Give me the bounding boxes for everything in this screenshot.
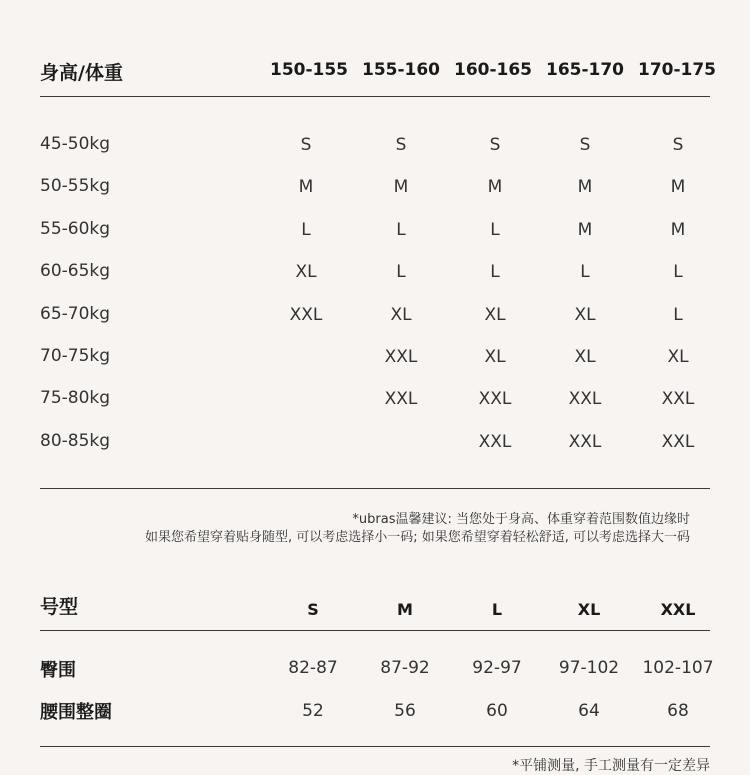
weight-row-label: 75-80kg xyxy=(40,388,111,408)
height-column-header: 170-175 xyxy=(637,60,717,80)
size-cell: L xyxy=(490,220,500,240)
measurement-cell: 52 xyxy=(302,701,324,721)
size-cell: XXL xyxy=(661,389,695,409)
size-cell: XXL xyxy=(478,389,512,409)
measurement-cell: 102-107 xyxy=(642,658,714,678)
weight-row-label: 45-50kg xyxy=(40,134,111,154)
size-cell: XL xyxy=(295,262,317,282)
size-cell: L xyxy=(490,262,500,282)
size-column-header: M xyxy=(397,600,413,619)
size-cell: M xyxy=(670,177,686,197)
measurement-cell: 97-102 xyxy=(558,658,620,678)
measurement-cell: 87-92 xyxy=(380,658,430,678)
size-cell: XXL xyxy=(568,389,602,409)
size-cell: M xyxy=(577,220,593,240)
size-cell: XL xyxy=(667,347,689,367)
size-cell: L xyxy=(301,220,311,240)
height-column-header: 155-160 xyxy=(361,60,441,80)
size-cell: L xyxy=(396,220,406,240)
measurement-cell: 82-87 xyxy=(288,658,338,678)
measurements-bottom-divider xyxy=(40,746,710,747)
table-bottom-divider xyxy=(40,488,710,489)
size-cell: XXL xyxy=(384,347,418,367)
size-cell: L xyxy=(673,305,683,325)
size-cell: XXL xyxy=(478,432,512,452)
height-column-header: 165-170 xyxy=(545,60,625,80)
size-cell: M xyxy=(577,177,593,197)
measurement-cell: 64 xyxy=(578,701,600,721)
weight-row-label: 55-60kg xyxy=(40,219,111,239)
weight-row-label: 50-55kg xyxy=(40,176,111,196)
measurement-cell: 56 xyxy=(394,701,416,721)
size-cell: S xyxy=(300,135,312,155)
size-column-header: XL xyxy=(577,600,601,619)
header-divider xyxy=(40,96,710,97)
size-label-header: 号型 xyxy=(40,596,79,618)
size-cell: L xyxy=(580,262,590,282)
size-cell: M xyxy=(670,220,686,240)
size-column-header: L xyxy=(491,600,503,619)
size-column-header: S xyxy=(307,600,319,619)
size-cell: XXL xyxy=(384,389,418,409)
sizing-advice-detail: 如果您希望穿着贴身随型, 可以考虑选择小一码; 如果您希望穿着轻松舒适, 可以考虑选择大一码 xyxy=(144,530,690,545)
size-cell: S xyxy=(395,135,407,155)
size-cell: M xyxy=(393,177,409,197)
measurement-cell: 68 xyxy=(667,701,689,721)
weight-row-label: 60-65kg xyxy=(40,261,111,281)
hip-label: 臀围 xyxy=(40,660,76,681)
measurement-footnote: *平铺测量, 手工测量有一定差异 xyxy=(512,758,710,774)
size-cell: XL xyxy=(484,305,506,325)
waist-label: 腰围整圈 xyxy=(40,702,112,723)
weight-row-label: 80-85kg xyxy=(40,431,111,451)
size-cell: XXL xyxy=(568,432,602,452)
height-column-header: 160-165 xyxy=(453,60,533,80)
measurements-header-divider xyxy=(40,630,710,631)
weight-row-label: 65-70kg xyxy=(40,304,111,324)
size-cell: S xyxy=(579,135,591,155)
size-cell: L xyxy=(673,262,683,282)
size-cell: M xyxy=(487,177,503,197)
size-cell: S xyxy=(672,135,684,155)
sizing-advice-note: *ubras温馨建议: 当您处于身高、体重穿着范围数值边缘时 xyxy=(352,512,690,527)
height-weight-header: 身高/体重 xyxy=(40,62,123,84)
measurement-cell: 92-97 xyxy=(472,658,522,678)
height-column-header: 150-155 xyxy=(269,60,349,80)
size-cell: L xyxy=(396,262,406,282)
size-cell: XXL xyxy=(289,305,323,325)
size-cell: XL xyxy=(484,347,506,367)
size-cell: XL xyxy=(574,305,596,325)
size-cell: M xyxy=(298,177,314,197)
size-cell: XL xyxy=(574,347,596,367)
size-cell: S xyxy=(489,135,501,155)
size-cell: XL xyxy=(390,305,412,325)
weight-row-label: 70-75kg xyxy=(40,346,111,366)
size-column-header: XXL xyxy=(660,600,696,619)
size-cell: XXL xyxy=(661,432,695,452)
measurement-cell: 60 xyxy=(486,701,508,721)
